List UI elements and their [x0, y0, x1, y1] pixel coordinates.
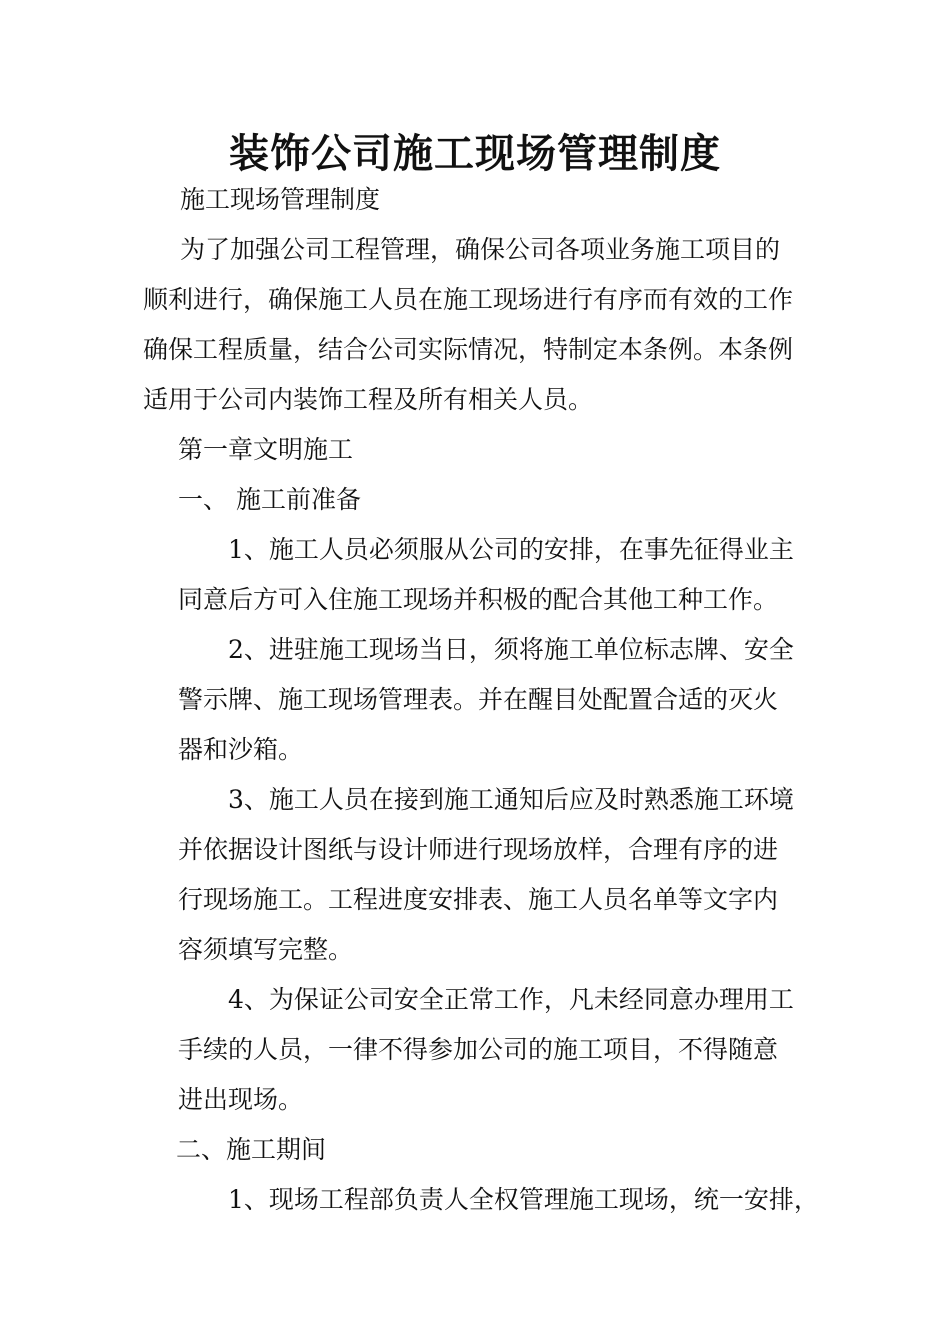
item-3-line-3: 行现场施工。工程进度安排表、施工人员名单等文字内: [178, 885, 779, 914]
intro-line-3: 确保工程质量，结合公司实际情况，特制定本条例。本条例: [143, 335, 794, 364]
chapter-heading: 第一章文明施工: [178, 435, 354, 464]
item-3-line-4: 容须填写完整。: [178, 935, 354, 964]
intro-line-2: 顺利进行，确保施工人员在施工现场进行有序而有效的工作: [143, 285, 794, 314]
item-5-line-1: 1、现场工程部负责人全权管理施工现场，统一安排，: [228, 1185, 819, 1214]
item-2-line-2: 警示牌、施工现场管理表。并在醒目处配置合适的灭火: [178, 685, 779, 714]
item-3-line-1: 3、施工人员在接到施工通知后应及时熟悉施工环境: [228, 785, 794, 814]
item-4-line-3: 进出现场。: [178, 1085, 304, 1114]
section-heading-1: 一、 施工前准备: [178, 485, 361, 514]
item-3-line-2: 并依据设计图纸与设计师进行现场放样，合理有序的进: [178, 835, 779, 864]
item-4-line-1: 4、为保证公司安全正常工作，凡未经同意办理用工: [228, 985, 794, 1014]
item-1-line-2: 同意后方可入住施工现场并积极的配合其他工种工作。: [178, 585, 779, 614]
intro-line-4: 适用于公司内装饰工程及所有相关人员。: [143, 385, 594, 414]
section-heading-2: 二、施工期间: [176, 1135, 327, 1164]
document-title: 装饰公司施工现场管理制度: [229, 130, 721, 177]
item-1-line-1: 1、施工人员必须服从公司的安排，在事先征得业主: [228, 535, 794, 564]
intro-line-1: 为了加强公司工程管理，确保公司各项业务施工项目的: [180, 235, 781, 264]
item-2-line-1: 2、进驻施工现场当日，须将施工单位标志牌、安全: [228, 635, 794, 664]
item-2-line-3: 器和沙箱。: [178, 735, 304, 764]
item-4-line-2: 手续的人员，一律不得参加公司的施工项目，不得随意: [178, 1035, 779, 1064]
document-subtitle: 施工现场管理制度: [180, 185, 381, 214]
